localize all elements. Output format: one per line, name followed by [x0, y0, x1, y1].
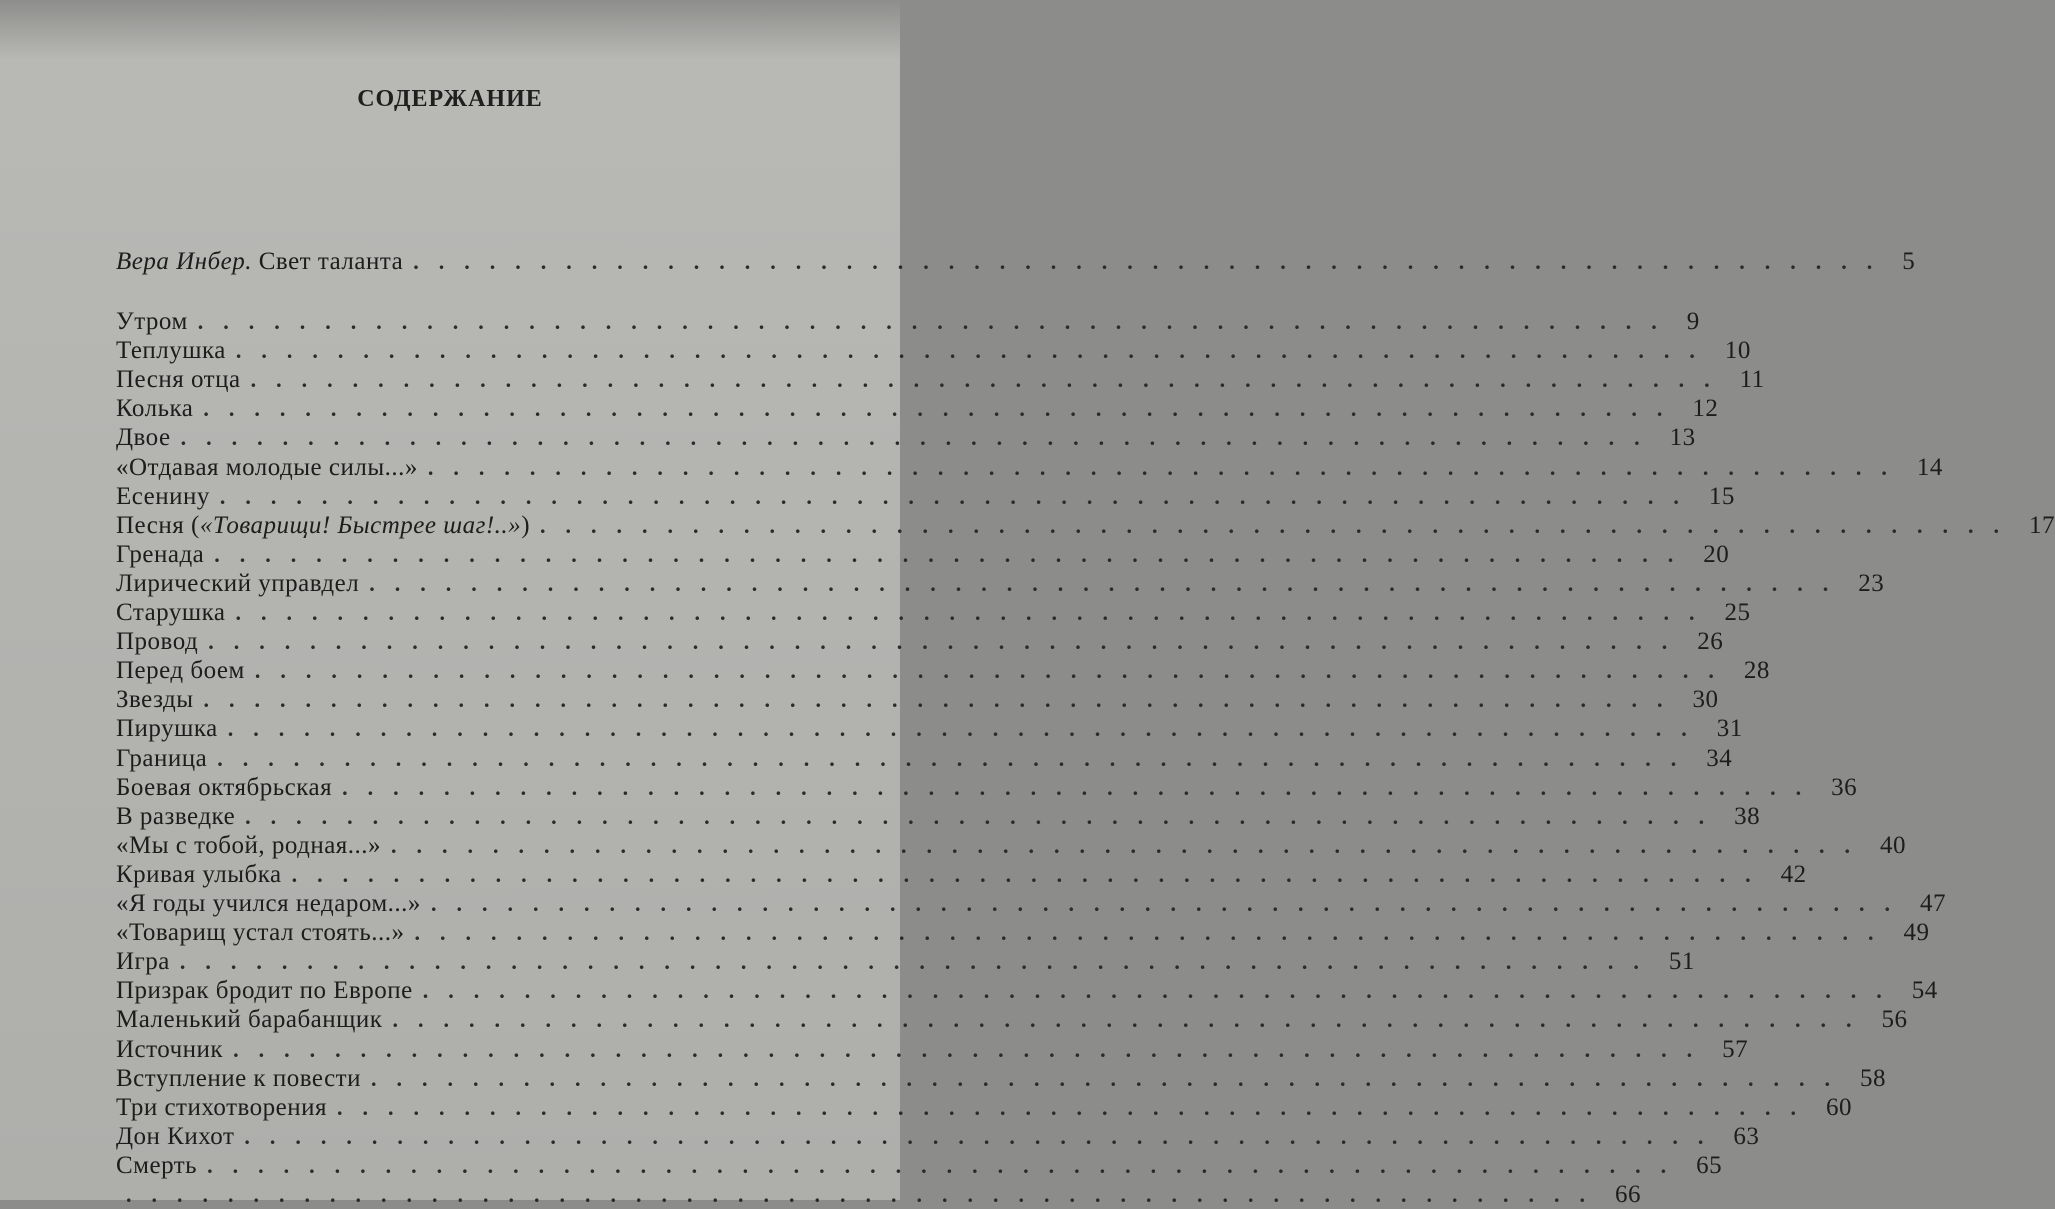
toc-entry — [116, 366, 1765, 394]
toc-entry-page-number: 9 — [1686, 308, 1700, 335]
toc-entry-page-number: 34 — [1706, 744, 1733, 772]
toc-entry-page-number: 10 — [1724, 337, 1751, 365]
toc-entry — [116, 1006, 1908, 1034]
leader-dots: .......................................................... — [219, 483, 1699, 509]
toc-entry-page-number: 12 — [1692, 395, 1719, 423]
toc-entry-page-number: 51 — [1668, 948, 1695, 976]
toc-entry-title — [116, 803, 235, 831]
toc-entry-title — [116, 890, 421, 918]
toc-intro-row — [116, 248, 1916, 276]
intro-page-number: 5 — [1902, 248, 1916, 275]
toc-entry-page-number: 47 — [1919, 890, 1946, 917]
toc-entry-page-number: 63 — [1733, 1122, 1760, 1150]
toc-entry-title — [116, 541, 204, 569]
toc-entry — [116, 831, 1907, 860]
toc-entry-title-text: Маленький барабанщик — [116, 1006, 383, 1034]
leader-dots: .......................................................... — [203, 687, 1683, 713]
toc-entry-page-number: 58 — [1859, 1064, 1886, 1092]
leader-dots: .......................................................... — [254, 658, 1734, 684]
toc-entry-page-number: 25 — [1724, 599, 1751, 626]
leader-dots: .......................................................... — [227, 716, 1707, 742]
toc-entry-title — [116, 599, 225, 627]
toc-entry — [116, 715, 1743, 743]
toc-entry-page-number: 20 — [1703, 540, 1730, 568]
toc-entry-title-text: В разведке — [116, 802, 236, 830]
leader-dots: .......................................................... — [427, 454, 1907, 480]
toc-entry-page-number: 31 — [1716, 715, 1743, 743]
toc-entry-title-text: Граница — [116, 744, 208, 772]
toc-entry-page-number: 40 — [1880, 831, 1907, 859]
toc-entry-page-number: 15 — [1708, 482, 1735, 510]
leader-dots: .......................................................... — [233, 1036, 1713, 1062]
toc-entry — [116, 1093, 1852, 1122]
page-edge-shadow — [0, 0, 900, 60]
leader-dots: .......................................................... — [244, 1123, 1724, 1149]
toc-entry-title-text: Провод — [116, 628, 199, 656]
toc-entry-title-text: Гренада — [116, 540, 205, 568]
toc-entry-title — [116, 657, 245, 685]
toc-entry-page-number: 13 — [1669, 424, 1696, 452]
leader-dots: .......................................................... — [179, 949, 1659, 975]
toc-entry-title — [116, 483, 210, 511]
toc-entry-title — [116, 861, 282, 889]
leader-dots: .......................................................... — [430, 891, 1910, 916]
leader-dots: .......................................................... — [391, 832, 1871, 858]
toc-entry-page-number: 30 — [1692, 686, 1719, 714]
toc-entry-title-text: «Отдавая молодые силы...» — [116, 453, 418, 481]
leader-dots: .......................................................... — [342, 774, 1822, 800]
toc-entry-page-number: 36 — [1831, 773, 1858, 801]
leader-dots: .......................................................... — [422, 978, 1902, 1004]
toc-entry-title — [116, 1006, 382, 1034]
toc-entry-title — [116, 1036, 223, 1064]
toc-entry-title — [116, 919, 405, 947]
leader-dots: .......................................................... — [414, 920, 1894, 946]
toc-entry-page-number: 26 — [1697, 628, 1724, 656]
toc-entry-title — [116, 424, 171, 452]
toc-entry — [116, 657, 1770, 685]
leader-dots: .......................................................... — [250, 367, 1730, 393]
toc-entry — [116, 599, 1751, 627]
toc-entry-title-text: «Мы с тобой, родная...» — [116, 831, 382, 859]
toc-entry — [116, 1064, 1886, 1093]
toc-entry — [116, 424, 1696, 452]
toc-entry-page-number: 57 — [1722, 1035, 1749, 1063]
toc-entry-title-text: «Я годы учился недаром...» — [116, 890, 421, 917]
toc-entry-title — [116, 686, 194, 714]
toc-entry-title — [116, 774, 332, 802]
toc-entry-title-text: Двое — [116, 424, 171, 452]
toc-entry — [116, 308, 1700, 336]
toc-entry-page-number: 38 — [1734, 802, 1761, 830]
toc-entry-title — [116, 715, 218, 743]
toc-entry-title-text: Игра — [116, 948, 170, 976]
toc-entry-title — [116, 395, 193, 423]
leader-dots: .......................................................... — [180, 425, 1660, 451]
toc-entry-page-number: 28 — [1743, 657, 1770, 685]
toc-entry-title-text: Звезды — [116, 686, 194, 714]
toc-entry-page-number: 11 — [1739, 366, 1765, 394]
toc-entry-title-text: Источник — [116, 1035, 224, 1063]
toc-entry-title — [116, 366, 241, 394]
toc-entry-title-text: Теплушка — [116, 337, 226, 365]
leader-dots: .......................................................... — [370, 1065, 1850, 1091]
toc-entry-title-tail: ) — [521, 511, 531, 539]
leader-dots: .......................................................... — [235, 600, 1715, 625]
toc-entry-title-text: Перед боем — [116, 657, 245, 685]
toc-entry-title-text: Пирушка — [116, 715, 218, 743]
toc-entry-title-text: Боевая октябрьская — [116, 773, 333, 801]
leader-dots: .......................................................... — [413, 249, 1893, 274]
toc-entry-page-number: 14 — [1916, 453, 1943, 481]
toc-entry-page-number: 42 — [1780, 860, 1807, 888]
toc-entry-page-number: 23 — [1858, 569, 1885, 597]
toc-entry-page-number: 49 — [1903, 919, 1930, 947]
toc-entry-title-text: Старушка — [116, 599, 226, 626]
leader-dots: .......................................................... — [207, 1152, 1687, 1178]
toc-entry-title — [116, 745, 207, 773]
toc-entry-title — [116, 628, 198, 656]
toc-entry — [116, 919, 1930, 947]
toc-entry — [116, 628, 1724, 656]
toc-entry-title-text: Песня отца — [116, 366, 241, 394]
leader-dots: .......................................................... — [540, 512, 2020, 538]
toc-entry — [116, 948, 1695, 976]
toc-entry — [116, 744, 1733, 773]
toc-entry — [116, 395, 1719, 423]
toc-entry — [116, 1035, 1749, 1064]
toc-entry-page-number: 17 — [2029, 511, 2055, 539]
toc-entry-title — [116, 570, 359, 598]
toc-entry — [116, 511, 2055, 540]
leader-dots: .......................................................... — [392, 1007, 1872, 1033]
toc-entry-page-number: 54 — [1911, 977, 1938, 1005]
toc-entry — [116, 802, 1761, 831]
leader-dots: .......................................................... — [291, 861, 1771, 887]
leader-dots: .......................................................... — [369, 570, 1849, 596]
toc-entry-title-text: Лирический управдел — [116, 569, 360, 597]
toc-entry — [116, 1122, 1760, 1151]
toc-entry-page-number: 65 — [1696, 1151, 1723, 1179]
toc-entry-page-number: 66 — [1615, 1181, 1641, 1208]
toc-entry-page-number: 56 — [1881, 1006, 1908, 1034]
toc-entry-page-number: 60 — [1825, 1093, 1852, 1121]
toc-entry — [116, 453, 1943, 482]
toc-entry-title — [116, 308, 188, 336]
toc-entry-title — [116, 832, 381, 860]
toc-entry-title-text: Песня ( — [116, 511, 200, 539]
toc-entry-title-text: Кривая улыбка — [116, 860, 282, 888]
toc-entry-title — [116, 454, 418, 482]
toc-entry-title-text: Есенину — [116, 482, 210, 510]
toc-entry-title — [116, 1123, 234, 1151]
toc-entry-title — [116, 1065, 361, 1093]
toc-entry — [116, 482, 1735, 511]
leader-dots: .......................................................... — [126, 1182, 1605, 1207]
toc-entry — [116, 686, 1719, 714]
toc-entry — [116, 540, 1730, 569]
toc-entry-title — [116, 337, 226, 365]
toc-intro-title — [116, 248, 403, 276]
toc-entry — [116, 1151, 1723, 1180]
toc-entry — [116, 890, 1946, 918]
toc-entry — [116, 337, 1751, 365]
toc-entry-title — [116, 1094, 327, 1122]
toc-entry-title — [116, 948, 170, 976]
leader-dots: .......................................................... — [197, 309, 1677, 334]
toc-entry-title — [116, 1152, 197, 1180]
intro-author: Вера Инбер. — [116, 248, 252, 275]
toc-entry-title-italic: «Товарищи! Быстрее шаг!..» — [199, 511, 522, 539]
leader-dots: .......................................................... — [203, 396, 1683, 422]
toc-entry — [116, 860, 1807, 889]
leader-dots: .......................................................... — [336, 1094, 1816, 1120]
toc-entry-title-text: Вступление к повести — [116, 1064, 361, 1092]
toc-entry-title-text: Три стихотворения — [116, 1093, 327, 1121]
toc-entry-title — [116, 977, 413, 1005]
toc-entry — [116, 977, 1938, 1005]
leader-dots: .......................................................... — [217, 745, 1697, 771]
toc-entry-title — [116, 512, 530, 540]
toc-entry-title-text: Колька — [116, 395, 194, 423]
toc-entry-title-text: Дон Кихот — [116, 1122, 235, 1150]
toc-entry-title-text: «Товарищ устал стоять...» — [116, 919, 405, 947]
leader-dots: .......................................................... — [214, 541, 1694, 567]
leader-dots: .......................................................... — [245, 803, 1725, 829]
toc-entry — [116, 1181, 1641, 1209]
toc-entry-title-text: Смерть — [116, 1151, 198, 1179]
leader-dots: .......................................................... — [235, 338, 1715, 364]
toc-entry-title-text: Утром — [116, 308, 188, 335]
toc-entry-title-text: Призрак бродит по Европе — [116, 977, 413, 1005]
leader-dots: .......................................................... — [208, 629, 1688, 655]
toc-entry — [116, 569, 1885, 598]
page-title: СОДЕРЖАНИЕ — [357, 86, 543, 112]
toc-entry — [116, 773, 1858, 802]
intro-title: Свет таланта — [258, 248, 404, 275]
